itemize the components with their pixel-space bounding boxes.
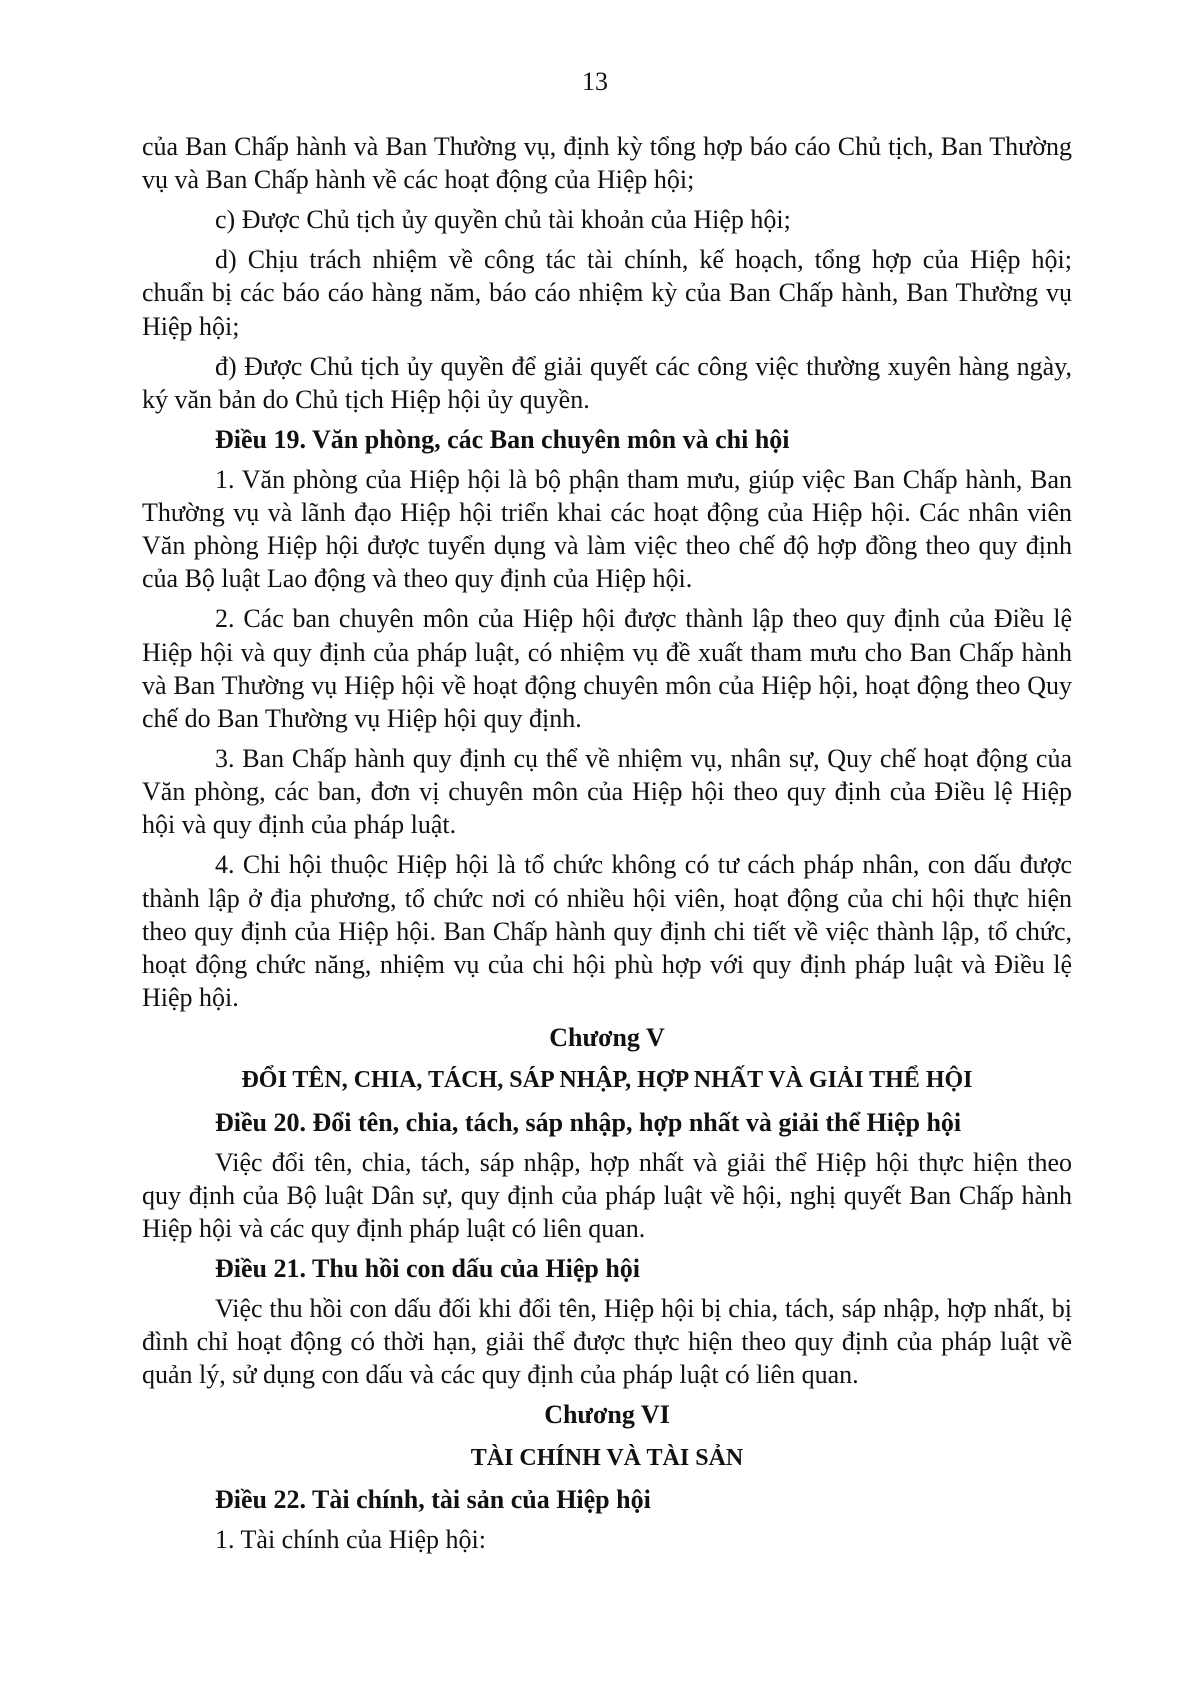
paragraph-item-c: c) Được Chủ tịch ủy quyền chủ tài khoản của Hiệp hội;	[215, 205, 791, 235]
paragraph-continuation: của Ban Chấp hành và Ban Thường vụ, định kỳ tổng hợp báo cáo Chủ tịch, Ban Thường vụ và Ban Chấp hành về các hoạt động của Hiệp hội;	[142, 132, 1072, 195]
article-20-heading: Điều 20. Đổi tên, chia, tách, sáp nhập, hợp nhất và giải thể Hiệp hội	[215, 1107, 962, 1137]
chapter-v-title: ĐỔI TÊN, CHIA, TÁCH, SÁP NHẬP, HỢP NHẤT VÀ GIẢI THỂ HỘI	[241, 1067, 973, 1094]
article-22-clause-1: 1. Tài chính của Hiệp hội:	[215, 1524, 487, 1554]
paragraph-item-d: d) Chịu trách nhiệm về công tác tài chính, kế hoạch, tổng hợp của Hiệp hội; chuẩn bị các báo cáo hàng năm, báo cáo nhiệm kỳ của Ban Chấp hành, Ban Thường vụ Hiệp hội;	[142, 245, 1072, 341]
chapter-vi-title: TÀI CHÍNH VÀ TÀI SẢN	[470, 1444, 744, 1471]
article-19-heading: Điều 19. Văn phòng, các Ban chuyên môn và chi hội	[215, 424, 790, 454]
article-19-clause-3: 3. Ban Chấp hành quy định cụ thể về nhiệm vụ, nhân sự, Quy chế hoạt động của Văn phòng, các ban, đơn vị chuyên môn của Hiệp hội theo quy định của Điều lệ Hiệp hội và quy định của pháp luật.	[142, 744, 1072, 840]
page-number: 13	[582, 67, 608, 96]
chapter-v-label: Chương V	[549, 1023, 665, 1053]
article-19-clause-2: 2. Các ban chuyên môn của Hiệp hội được thành lập theo quy định của Điều lệ Hiệp hội và quy định của pháp luật, có nhiệm vụ đề xuất tham mưu cho Ban Chấp hành và Ban Thường vụ Hiệp hội về hoạt động chuyên môn của Hiệp hội, hoạt động theo Quy chế do Ban Thường vụ Hiệp hội quy định.	[142, 604, 1072, 734]
article-19-clause-4: 4. Chi hội thuộc Hiệp hội là tổ chức không có tư cách pháp nhân, con dấu được thành lập ở địa phương, tổ chức nơi có nhiều hội viên, hoạt động của chi hội thực hiện theo quy định của Hiệp hội. Ban Chấp hành quy định chi tiết về việc thành lập, tổ chức, hoạt động chức năng, nhiệm vụ của chi hội phù hợp với quy định pháp luật và Điều lệ Hiệp hội.	[142, 850, 1072, 1013]
article-21-body: Việc thu hồi con dấu đối khi đổi tên, Hiệp hội bị chia, tách, sáp nhập, hợp nhất, bị đình chỉ hoạt động có thời hạn, giải thể được thực hiện theo quy định của pháp luật về quản lý, sử dụng con dấu và các quy định của pháp luật có liên quan.	[142, 1294, 1072, 1390]
article-20-body: Việc đổi tên, chia, tách, sáp nhập, hợp nhất và giải thể Hiệp hội thực hiện theo quy định của Bộ luật Dân sự, quy định của pháp luật về hội, nghị quyết Ban Chấp hành Hiệp hội và các quy định pháp luật có liên quan.	[142, 1147, 1072, 1244]
article-22-heading: Điều 22. Tài chính, tài sản của Hiệp hội	[215, 1484, 651, 1514]
chapter-vi-label: Chương VI	[544, 1400, 670, 1430]
paragraph-item-dd: đ) Được Chủ tịch ủy quyền để giải quyết các công việc thường xuyên hàng ngày, ký văn bản do Chủ tịch Hiệp hội ủy quyền.	[142, 351, 1072, 414]
article-21-heading: Điều 21. Thu hồi con dấu của Hiệp hội	[215, 1254, 641, 1284]
document-body	[142, 130, 1072, 1563]
article-19-clause-1: 1. Văn phòng của Hiệp hội là bộ phận tham mưu, giúp việc Ban Chấp hành, Ban Thường vụ và lãnh đạo Hiệp hội triển khai các hoạt động của Hiệp hội. Các nhân viên Văn phòng Hiệp hội được tuyển dụng và làm việc theo chế độ hợp đồng theo quy định của Bộ luật Lao động và theo quy định của Hiệp hội.	[142, 464, 1072, 594]
